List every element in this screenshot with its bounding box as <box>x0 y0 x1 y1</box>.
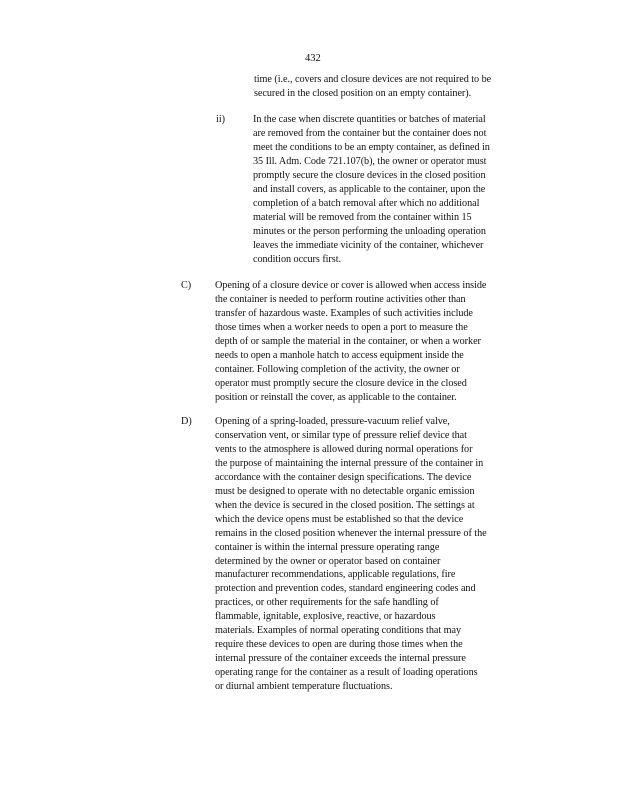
text-line: secured in the closed position on an empty container). <box>254 87 472 99</box>
text-line: In the case when discrete quantities or batches of material <box>253 114 486 125</box>
text-line: container. Following completion of the activity, the owner or <box>215 363 460 375</box>
text-line: and install covers, as applicable to the container, upon the <box>253 183 486 195</box>
text-line: the purpose of maintaining the internal pressure of the container in <box>215 457 484 469</box>
text-line: must be designed to operate with no detectable organic emission <box>215 485 475 497</box>
text-line: minutes or the person performing the unloading operation <box>253 225 486 237</box>
text-line: operator must promptly secure the closure device in the closed <box>215 377 467 389</box>
text-line: accordance with the container design specifications. The device <box>215 471 472 483</box>
text-line: meet the conditions to be an empty container, as defined in <box>253 141 490 153</box>
text-line: manufacturer recommendations, applicable regulations, fire <box>215 569 456 581</box>
text-line: materials. Examples of normal operating conditions that may <box>215 625 462 637</box>
text-line: are removed from the container but the container does not <box>253 127 487 139</box>
text-line: container is within the internal pressure operating range <box>215 541 440 553</box>
text-line: protection and prevention codes, standard engineering codes and <box>215 583 476 595</box>
text-line: determined by the owner or operator based on container <box>215 555 441 567</box>
item-ii-paragraph <box>253 113 490 266</box>
text-line: time (i.e., covers and closure devices are not required to be <box>254 74 492 85</box>
text-line: operating range for the container as a result of loading operations <box>215 667 478 679</box>
text-line: practices, or other requirements for the safe handling of <box>215 597 439 609</box>
text-line: depth of or sample the material in the container, or when a worker <box>215 335 481 347</box>
item-c-marker: C) <box>181 280 192 291</box>
text-line: which the device opens must be established so that the device <box>215 513 464 525</box>
page-number: 432 <box>305 53 321 64</box>
text-line: remains in the closed position whenever the internal pressure of the <box>215 527 487 539</box>
text-line: promptly secure the closure devices in the closed position <box>253 169 486 181</box>
item-ii-marker: ii) <box>216 114 226 125</box>
text-line: Opening of a spring-loaded, pressure-vacuum relief valve, <box>215 416 450 427</box>
text-line: vents to the atmosphere is allowed during normal operations for <box>215 443 473 455</box>
text-line: the container is needed to perform routine activities other than <box>215 293 466 305</box>
continuation-paragraph <box>254 73 491 101</box>
text-line: require these devices to open are during those times when the <box>215 639 463 651</box>
text-line: transfer of hazardous waste. Examples of such activities include <box>215 307 473 319</box>
text-line: condition occurs first. <box>253 253 341 265</box>
text-line: 35 Ill. Adm. Code 721.107(b), the owner or operator must <box>253 155 487 167</box>
text-line: when the device is secured in the closed position. The settings at <box>215 499 475 511</box>
text-line: flammable, ignitable, explosive, reactive, or hazardous <box>215 611 436 623</box>
text-line: position or reinstall the cover, as applicable to the container. <box>215 391 457 403</box>
text-line: Opening of a closure device or cover is allowed when access inside <box>215 280 487 291</box>
text-line: needs to open a manhole hatch to access equipment inside the <box>215 349 464 361</box>
item-d-paragraph <box>215 415 487 694</box>
item-c-paragraph <box>215 279 486 405</box>
text-line: leaves the immediate vicinity of the container, whichever <box>253 239 484 251</box>
text-line: those times when a worker needs to open a port to measure the <box>215 321 468 333</box>
text-line: internal pressure of the container exceeds the internal pressure <box>215 653 466 665</box>
text-line: or diurnal ambient temperature fluctuations. <box>215 681 393 693</box>
text-line: material will be removed from the container within 15 <box>253 211 472 223</box>
text-line: conservation vent, or similar type of pressure relief device that <box>215 429 467 441</box>
item-d-marker: D) <box>181 416 192 427</box>
text-line: completion of a batch removal after which no additional <box>253 197 480 209</box>
